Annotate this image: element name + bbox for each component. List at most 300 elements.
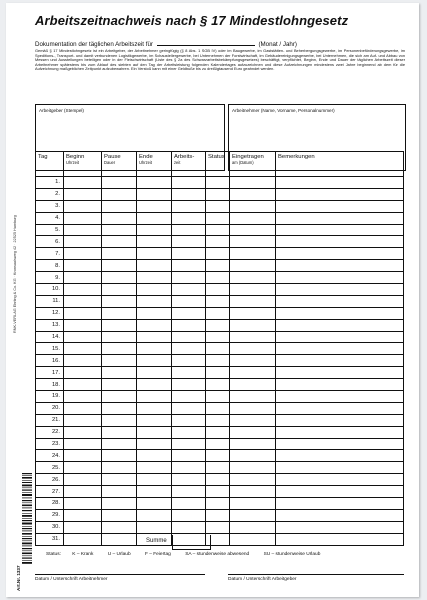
entry-cell[interactable] [102, 367, 137, 379]
column-header-sublabel: Uhrzeit [139, 160, 152, 165]
entry-cell[interactable] [230, 521, 276, 533]
entry-cell[interactable] [64, 212, 102, 224]
entry-cell[interactable] [276, 438, 404, 450]
table-row [36, 509, 404, 521]
entry-cell[interactable] [276, 200, 404, 212]
entry-cell[interactable] [172, 284, 206, 296]
entry-cell[interactable] [137, 236, 172, 248]
entry-cell[interactable] [276, 307, 404, 319]
entry-cell[interactable] [206, 284, 230, 296]
entry-cell[interactable] [102, 379, 137, 391]
summe-field[interactable] [172, 535, 211, 550]
employer-signature-label: Datum / Unterschrift Arbeitgeber [228, 577, 297, 582]
entry-cell[interactable] [137, 295, 172, 307]
entry-cell[interactable] [230, 188, 276, 200]
entry-cell[interactable] [64, 438, 102, 450]
entry-cell[interactable] [172, 521, 206, 533]
entry-cell[interactable] [206, 414, 230, 426]
day-number: 8. [36, 260, 64, 272]
day-number: 4. [36, 212, 64, 224]
entry-cell[interactable] [137, 188, 172, 200]
legend-item: SA – stundenweise abwesend [185, 552, 250, 557]
entry-cell[interactable] [172, 224, 206, 236]
day-number: 22. [36, 426, 64, 438]
entry-cell[interactable] [64, 509, 102, 521]
entry-cell[interactable] [206, 307, 230, 319]
entry-cell[interactable] [230, 236, 276, 248]
column-header [64, 152, 102, 177]
day-number: 19. [36, 391, 64, 403]
legend-item: U – Urlaub [107, 552, 131, 557]
entry-cell[interactable] [172, 426, 206, 438]
entry-cell[interactable] [64, 533, 102, 545]
entry-cell[interactable] [172, 319, 206, 331]
entry-cell[interactable] [230, 450, 276, 462]
entry-cell[interactable] [172, 391, 206, 403]
entry-cell[interactable] [230, 272, 276, 284]
table-row [36, 248, 404, 260]
table-row [36, 331, 404, 343]
entry-cell[interactable] [206, 367, 230, 379]
entry-cell[interactable] [172, 414, 206, 426]
entry-cell[interactable] [276, 319, 404, 331]
day-number: 7. [36, 248, 64, 260]
entry-cell[interactable] [276, 414, 404, 426]
entry-cell[interactable] [276, 343, 404, 355]
entry-cell[interactable] [137, 284, 172, 296]
entry-cell[interactable] [102, 426, 137, 438]
entry-cell[interactable] [276, 295, 404, 307]
entry-cell[interactable] [172, 200, 206, 212]
entry-cell[interactable] [102, 319, 137, 331]
entry-cell[interactable] [276, 379, 404, 391]
entry-cell[interactable] [64, 402, 102, 414]
entry-cell[interactable] [102, 224, 137, 236]
entry-cell[interactable] [102, 248, 137, 260]
entry-cell[interactable] [230, 200, 276, 212]
table-row [36, 284, 404, 296]
entry-cell[interactable] [102, 284, 137, 296]
day-number: 16. [36, 355, 64, 367]
entry-cell[interactable] [276, 331, 404, 343]
entry-cell[interactable] [206, 474, 230, 486]
entry-cell[interactable] [102, 533, 137, 545]
day-number: 3. [36, 200, 64, 212]
day-number: 18. [36, 379, 64, 391]
entry-cell[interactable] [230, 414, 276, 426]
entry-cell[interactable] [102, 307, 137, 319]
entry-cell[interactable] [137, 521, 172, 533]
entry-cell[interactable] [64, 355, 102, 367]
table-row [36, 391, 404, 403]
entry-cell[interactable] [230, 438, 276, 450]
entry-cell[interactable] [276, 272, 404, 284]
entry-cell[interactable] [206, 438, 230, 450]
entry-cell[interactable] [172, 236, 206, 248]
table-row [36, 307, 404, 319]
day-number: 17. [36, 367, 64, 379]
table-row [36, 236, 404, 248]
day-number: 14. [36, 331, 64, 343]
day-number: 26. [36, 474, 64, 486]
entry-cell[interactable] [172, 260, 206, 272]
column-header [276, 152, 404, 177]
entry-cell[interactable] [137, 509, 172, 521]
entry-cell[interactable] [206, 462, 230, 474]
legend-item: F – Feiertag [144, 552, 171, 557]
entry-cell[interactable] [206, 295, 230, 307]
entry-cell[interactable] [230, 284, 276, 296]
entry-cell[interactable] [206, 486, 230, 498]
entry-cell[interactable] [276, 474, 404, 486]
entry-cell[interactable] [276, 212, 404, 224]
table-row [36, 295, 404, 307]
day-number: 25. [36, 462, 64, 474]
entry-cell[interactable] [230, 331, 276, 343]
entry-cell[interactable] [206, 200, 230, 212]
entry-cell[interactable] [137, 331, 172, 343]
employer-stamp-label: Arbeitgeber (Stempel) [39, 108, 84, 113]
entry-cell[interactable] [172, 355, 206, 367]
entry-cell[interactable] [172, 438, 206, 450]
entry-cell[interactable] [206, 236, 230, 248]
entry-cell[interactable] [64, 200, 102, 212]
entry-cell[interactable] [206, 355, 230, 367]
column-header [36, 152, 64, 177]
table-row [36, 533, 404, 545]
entry-cell[interactable] [137, 319, 172, 331]
entry-cell[interactable] [137, 212, 172, 224]
time-record-table [35, 151, 404, 546]
entry-cell[interactable] [64, 414, 102, 426]
entry-cell[interactable] [172, 509, 206, 521]
entry-cell[interactable] [64, 367, 102, 379]
column-header [172, 152, 206, 177]
entry-cell[interactable] [64, 224, 102, 236]
entry-cell[interactable] [137, 248, 172, 260]
entry-cell[interactable] [276, 533, 404, 545]
entry-cell[interactable] [137, 414, 172, 426]
entry-cell[interactable] [230, 462, 276, 474]
documentation-line [35, 41, 297, 48]
entry-cell[interactable] [102, 414, 137, 426]
column-header [206, 152, 230, 177]
entry-cell[interactable] [276, 188, 404, 200]
table-row [36, 224, 404, 236]
entry-cell[interactable] [206, 521, 230, 533]
entry-cell[interactable] [102, 391, 137, 403]
publisher-imprint: RNK-VERLAG Ehrling & Co. KG · Kronsaalsweg 42 · 22525 Hamburg [13, 215, 17, 333]
entry-cell[interactable] [206, 272, 230, 284]
entry-cell[interactable] [172, 295, 206, 307]
table-row [36, 486, 404, 498]
entry-cell[interactable] [64, 319, 102, 331]
entry-cell[interactable] [137, 438, 172, 450]
entry-cell[interactable] [172, 272, 206, 284]
legend-item: SU – stundenweise Urlaub [263, 552, 321, 557]
table-row [36, 426, 404, 438]
entry-cell[interactable] [206, 426, 230, 438]
entry-cell[interactable] [102, 343, 137, 355]
column-header-label: Ende [139, 154, 153, 160]
entry-cell[interactable] [276, 284, 404, 296]
form-sheet [6, 3, 419, 597]
day-number: 23. [36, 438, 64, 450]
entry-cell[interactable] [137, 177, 172, 189]
entry-cell[interactable] [276, 498, 404, 510]
day-number: 1. [36, 177, 64, 189]
table-row [36, 319, 404, 331]
entry-cell[interactable] [172, 188, 206, 200]
entry-cell[interactable] [276, 521, 404, 533]
entry-cell[interactable] [64, 260, 102, 272]
entry-cell[interactable] [206, 402, 230, 414]
entry-cell[interactable] [276, 509, 404, 521]
entry-cell[interactable] [230, 533, 276, 545]
employer-signature-line[interactable] [228, 574, 404, 575]
entry-cell[interactable] [206, 391, 230, 403]
entry-cell[interactable] [64, 450, 102, 462]
day-number: 5. [36, 224, 64, 236]
day-number: 11. [36, 295, 64, 307]
entry-cell[interactable] [64, 307, 102, 319]
column-header-label: Status [208, 154, 225, 160]
entry-cell[interactable] [64, 474, 102, 486]
entry-cell[interactable] [64, 486, 102, 498]
entry-cell[interactable] [276, 224, 404, 236]
entry-cell[interactable] [276, 450, 404, 462]
entry-cell[interactable] [64, 284, 102, 296]
table-row [36, 200, 404, 212]
entry-cell[interactable] [172, 486, 206, 498]
entry-cell[interactable] [137, 200, 172, 212]
day-number: 24. [36, 450, 64, 462]
entry-cell[interactable] [276, 260, 404, 272]
entry-cell[interactable] [230, 355, 276, 367]
entry-cell[interactable] [102, 236, 137, 248]
entry-cell[interactable] [230, 379, 276, 391]
entry-cell[interactable] [137, 402, 172, 414]
entry-cell[interactable] [137, 367, 172, 379]
entry-cell[interactable] [230, 509, 276, 521]
entry-cell[interactable] [64, 343, 102, 355]
entry-cell[interactable] [276, 391, 404, 403]
entry-cell[interactable] [230, 212, 276, 224]
entry-cell[interactable] [102, 295, 137, 307]
table-body [36, 177, 404, 546]
form-title: Arbeitszeitnachweis nach § 17 Mindestlohngesetz [35, 13, 349, 28]
entry-cell[interactable] [230, 307, 276, 319]
entry-cell[interactable] [172, 307, 206, 319]
legend-item: K – Krank [72, 552, 94, 557]
table-row [36, 188, 404, 200]
entry-cell[interactable] [102, 509, 137, 521]
entry-cell[interactable] [230, 295, 276, 307]
entry-cell[interactable] [230, 498, 276, 510]
entry-cell[interactable] [64, 521, 102, 533]
entry-cell[interactable] [172, 177, 206, 189]
column-header [137, 152, 172, 177]
entry-cell[interactable] [230, 343, 276, 355]
entry-cell[interactable] [102, 498, 137, 510]
entry-cell[interactable] [276, 367, 404, 379]
entry-cell[interactable] [137, 498, 172, 510]
entry-cell[interactable] [206, 319, 230, 331]
entry-cell[interactable] [102, 474, 137, 486]
column-header-label: Beginn [66, 154, 85, 160]
entry-cell[interactable] [276, 248, 404, 260]
entry-cell[interactable] [230, 402, 276, 414]
column-header-sublabel: Dauer [104, 160, 116, 165]
entry-cell[interactable] [230, 319, 276, 331]
employee-signature-line[interactable] [35, 574, 205, 575]
entry-cell[interactable] [206, 188, 230, 200]
day-number: 20. [36, 402, 64, 414]
table-row [36, 438, 404, 450]
day-number: 21. [36, 414, 64, 426]
day-number: 28. [36, 498, 64, 510]
entry-cell[interactable] [276, 462, 404, 474]
entry-cell[interactable] [206, 343, 230, 355]
entry-cell[interactable] [172, 498, 206, 510]
entry-cell[interactable] [230, 224, 276, 236]
entry-cell[interactable] [206, 450, 230, 462]
column-header [102, 152, 137, 177]
entry-cell[interactable] [230, 367, 276, 379]
entry-cell[interactable] [102, 177, 137, 189]
entry-cell[interactable] [137, 272, 172, 284]
entry-cell[interactable] [64, 391, 102, 403]
entry-cell[interactable] [276, 177, 404, 189]
table-header-row [36, 152, 404, 177]
day-number: 2. [36, 188, 64, 200]
entry-cell[interactable] [102, 450, 137, 462]
entry-cell[interactable] [64, 331, 102, 343]
entry-cell[interactable] [102, 486, 137, 498]
entry-cell[interactable] [276, 355, 404, 367]
status-legend [46, 552, 333, 557]
entry-cell[interactable] [230, 260, 276, 272]
entry-cell[interactable] [230, 391, 276, 403]
entry-cell[interactable] [172, 343, 206, 355]
table-row [36, 462, 404, 474]
entry-cell[interactable] [102, 402, 137, 414]
entry-cell[interactable] [102, 260, 137, 272]
entry-cell[interactable] [276, 486, 404, 498]
entry-cell[interactable] [64, 236, 102, 248]
entry-cell[interactable] [137, 486, 172, 498]
entry-cell[interactable] [172, 450, 206, 462]
table-row [36, 212, 404, 224]
entry-cell[interactable] [206, 224, 230, 236]
entry-cell[interactable] [206, 509, 230, 521]
table-row [36, 450, 404, 462]
entry-cell[interactable] [206, 248, 230, 260]
entry-cell[interactable] [64, 462, 102, 474]
summe-label: Summe [146, 538, 167, 544]
entry-cell[interactable] [102, 200, 137, 212]
column-header-label: Eingetragen [232, 154, 264, 160]
entry-cell[interactable] [137, 379, 172, 391]
documentation-label: Dokumentation der täglichen Arbeitszeit für [35, 41, 153, 48]
entry-cell[interactable] [276, 236, 404, 248]
column-header-label: Arbeits- [174, 154, 195, 160]
entry-cell[interactable] [137, 224, 172, 236]
entry-cell[interactable] [230, 486, 276, 498]
entry-cell[interactable] [137, 355, 172, 367]
entry-cell[interactable] [137, 391, 172, 403]
entry-cell[interactable] [276, 402, 404, 414]
entry-cell[interactable] [102, 355, 137, 367]
entry-cell[interactable] [137, 426, 172, 438]
table-row [36, 367, 404, 379]
entry-cell[interactable] [206, 212, 230, 224]
entry-cell[interactable] [206, 260, 230, 272]
entry-cell[interactable] [206, 177, 230, 189]
table-row [36, 272, 404, 284]
entry-cell[interactable] [230, 248, 276, 260]
entry-cell[interactable] [64, 426, 102, 438]
entry-cell[interactable] [230, 474, 276, 486]
day-number: 10. [36, 284, 64, 296]
entry-cell[interactable] [64, 498, 102, 510]
employee-signature-label: Datum / Unterschrift Arbeitnehmer [35, 577, 108, 582]
entry-cell[interactable] [172, 367, 206, 379]
entry-cell[interactable] [137, 343, 172, 355]
entry-cell[interactable] [137, 260, 172, 272]
month-year-field[interactable] [157, 45, 255, 46]
entry-cell[interactable] [172, 212, 206, 224]
day-number: 6. [36, 236, 64, 248]
entry-cell[interactable] [102, 272, 137, 284]
entry-cell[interactable] [102, 212, 137, 224]
entry-cell[interactable] [137, 450, 172, 462]
entry-cell[interactable] [64, 379, 102, 391]
entry-cell[interactable] [206, 331, 230, 343]
entry-cell[interactable] [206, 379, 230, 391]
entry-cell[interactable] [64, 188, 102, 200]
entry-cell[interactable] [206, 498, 230, 510]
table-row [36, 355, 404, 367]
entry-cell[interactable] [137, 474, 172, 486]
table-row [36, 260, 404, 272]
column-header-label: Bemerkungen [278, 154, 315, 160]
entry-cell[interactable] [172, 474, 206, 486]
entry-cell[interactable] [137, 307, 172, 319]
entry-cell[interactable] [230, 426, 276, 438]
column-header-sublabel: am (Datum) [232, 160, 254, 165]
entry-cell[interactable] [102, 188, 137, 200]
entry-cell[interactable] [64, 248, 102, 260]
entry-cell[interactable] [102, 438, 137, 450]
entry-cell[interactable] [102, 462, 137, 474]
day-number: 13. [36, 319, 64, 331]
entry-cell[interactable] [172, 331, 206, 343]
entry-cell[interactable] [276, 426, 404, 438]
entry-cell[interactable] [172, 379, 206, 391]
entry-cell[interactable] [172, 462, 206, 474]
entry-cell[interactable] [102, 521, 137, 533]
entry-cell[interactable] [64, 177, 102, 189]
entry-cell[interactable] [172, 248, 206, 260]
entry-cell[interactable] [172, 402, 206, 414]
entry-cell[interactable] [64, 295, 102, 307]
entry-cell[interactable] [230, 177, 276, 189]
column-header-sublabel: zeit [174, 160, 181, 165]
entry-cell[interactable] [137, 462, 172, 474]
entry-cell[interactable] [102, 331, 137, 343]
entry-cell[interactable] [64, 272, 102, 284]
